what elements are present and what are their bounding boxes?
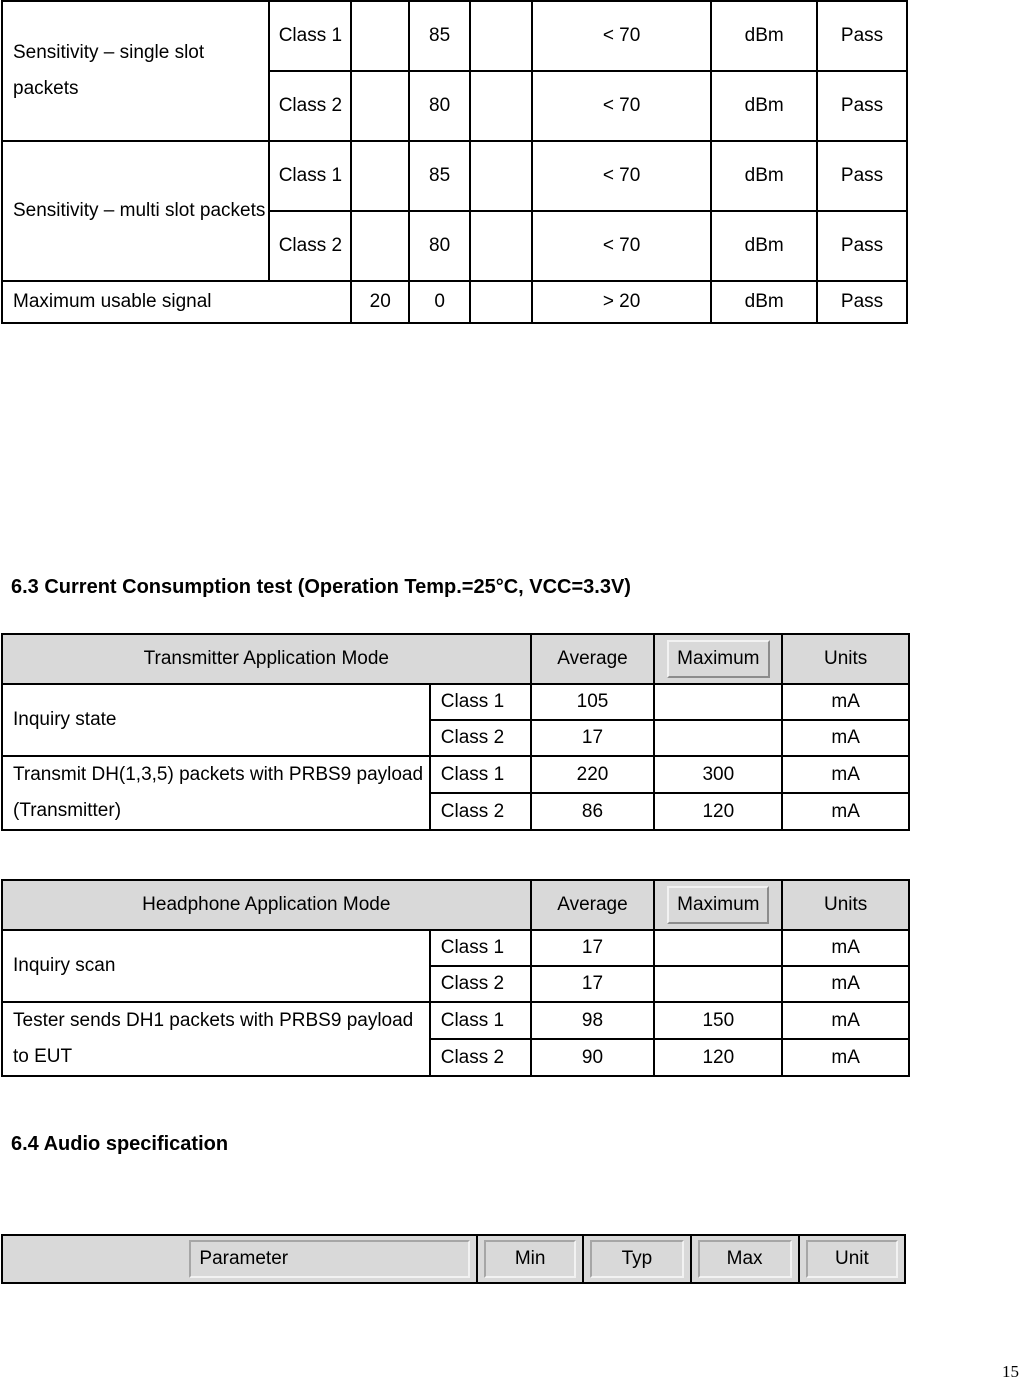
units-cell: mA xyxy=(782,966,909,1002)
row-label: Inquiry scan xyxy=(2,930,430,1002)
max-cell xyxy=(470,211,532,281)
header-maximum xyxy=(654,634,782,684)
average-cell: 98 xyxy=(531,1002,655,1039)
units-cell: mA xyxy=(782,1002,909,1039)
typ-cell: 80 xyxy=(409,211,470,281)
header-maximum-label: Maximum xyxy=(667,886,769,924)
class-cell: Class 2 xyxy=(430,720,531,756)
header-typ-label: Typ xyxy=(590,1240,683,1278)
header-maximum xyxy=(654,880,782,930)
table-row xyxy=(2,281,907,323)
units-cell: mA xyxy=(782,756,909,793)
max-cell xyxy=(470,1,532,71)
maximum-cell: 150 xyxy=(654,1002,782,1039)
table-row xyxy=(2,930,909,966)
class-cell: Class 1 xyxy=(430,930,531,966)
typ-cell: 0 xyxy=(409,281,470,323)
unit-cell: dBm xyxy=(711,71,817,141)
maximum-cell xyxy=(654,720,782,756)
result-cell: Pass xyxy=(817,1,907,71)
unit-cell: dBm xyxy=(711,1,817,71)
header-min xyxy=(477,1235,583,1283)
maximum-cell: 300 xyxy=(654,756,782,793)
table-header-row xyxy=(2,634,909,684)
spec-cell: < 70 xyxy=(532,211,711,281)
table-header-row xyxy=(2,880,909,930)
units-cell: mA xyxy=(782,930,909,966)
header-unit-label: Unit xyxy=(806,1240,898,1278)
class-cell: Class 1 xyxy=(430,1002,531,1039)
header-maximum-label: Maximum xyxy=(667,640,769,678)
header-unit xyxy=(799,1235,905,1283)
average-cell: 220 xyxy=(531,756,655,793)
transmitter-current-table xyxy=(1,633,910,831)
unit-cell: dBm xyxy=(711,281,817,323)
min-cell xyxy=(351,141,409,211)
spec-cell: < 70 xyxy=(532,71,711,141)
average-cell: 17 xyxy=(531,720,655,756)
table-row xyxy=(2,756,909,793)
row-label: Maximum usable signal xyxy=(2,281,351,323)
section-title-current-consumption: 6.3 Current Consumption test (Operation Temp.=25°C, VCC=3.3V) xyxy=(11,576,631,598)
header-max-label: Max xyxy=(698,1240,792,1278)
result-cell: Pass xyxy=(817,71,907,141)
row-label: Sensitivity – single slot packets xyxy=(2,1,269,141)
header-mode: Transmitter Application Mode xyxy=(2,634,531,684)
class-cell: Class 2 xyxy=(269,211,351,281)
header-blank xyxy=(2,1235,183,1283)
page-number: 15 xyxy=(1002,1362,1019,1381)
table-header-row xyxy=(2,1235,905,1283)
maximum-cell xyxy=(654,930,782,966)
average-cell: 105 xyxy=(531,684,655,720)
audio-spec-table xyxy=(1,1234,906,1284)
class-cell: Class 1 xyxy=(430,684,531,720)
max-cell xyxy=(470,281,532,323)
units-cell: mA xyxy=(782,793,909,830)
units-cell: mA xyxy=(782,684,909,720)
maximum-cell: 120 xyxy=(654,793,782,830)
typ-cell: 85 xyxy=(409,141,470,211)
row-label: Transmit DH(1,3,5) packets with PRBS9 payload (Transmitter) xyxy=(2,756,430,830)
row-label: Sensitivity – multi slot packets xyxy=(2,141,269,281)
max-cell xyxy=(470,71,532,141)
min-cell xyxy=(351,211,409,281)
table-row xyxy=(2,1,907,71)
class-cell: Class 2 xyxy=(430,1039,531,1076)
class-cell: Class 1 xyxy=(269,1,351,71)
table-row xyxy=(2,1002,909,1039)
min-cell xyxy=(351,71,409,141)
maximum-cell xyxy=(654,966,782,1002)
header-units: Units xyxy=(782,880,909,930)
header-typ xyxy=(583,1235,690,1283)
maximum-cell: 120 xyxy=(654,1039,782,1076)
min-cell xyxy=(351,1,409,71)
class-cell: Class 1 xyxy=(269,141,351,211)
spec-cell: < 70 xyxy=(532,1,711,71)
header-min-label: Min xyxy=(484,1240,576,1278)
units-cell: mA xyxy=(782,720,909,756)
class-cell: Class 2 xyxy=(430,966,531,1002)
class-cell: Class 2 xyxy=(269,71,351,141)
header-parameter-label: Parameter xyxy=(189,1240,470,1278)
table-row xyxy=(2,684,909,720)
class-cell: Class 1 xyxy=(430,756,531,793)
rx-sensitivity-table xyxy=(1,0,908,324)
max-cell xyxy=(470,141,532,211)
result-cell: Pass xyxy=(817,141,907,211)
row-label: Inquiry state xyxy=(2,684,430,756)
header-mode: Headphone Application Mode xyxy=(2,880,531,930)
typ-cell: 85 xyxy=(409,1,470,71)
average-cell: 86 xyxy=(531,793,655,830)
header-average: Average xyxy=(531,634,655,684)
unit-cell: dBm xyxy=(711,141,817,211)
spec-cell: > 20 xyxy=(532,281,711,323)
header-max xyxy=(691,1235,799,1283)
unit-cell: dBm xyxy=(711,211,817,281)
min-cell: 20 xyxy=(351,281,409,323)
typ-cell: 80 xyxy=(409,71,470,141)
headphone-current-table xyxy=(1,879,910,1077)
header-parameter xyxy=(183,1235,477,1283)
section-title-audio-specification: 6.4 Audio specification xyxy=(11,1133,229,1155)
average-cell: 17 xyxy=(531,966,655,1002)
table-row xyxy=(2,141,907,211)
result-cell: Pass xyxy=(817,281,907,323)
row-label: Tester sends DH1 packets with PRBS9 payload to EUT xyxy=(2,1002,430,1076)
header-units: Units xyxy=(782,634,909,684)
spec-cell: < 70 xyxy=(532,141,711,211)
average-cell: 90 xyxy=(531,1039,655,1076)
result-cell: Pass xyxy=(817,211,907,281)
average-cell: 17 xyxy=(531,930,655,966)
header-average: Average xyxy=(531,880,655,930)
class-cell: Class 2 xyxy=(430,793,531,830)
maximum-cell xyxy=(654,684,782,720)
units-cell: mA xyxy=(782,1039,909,1076)
